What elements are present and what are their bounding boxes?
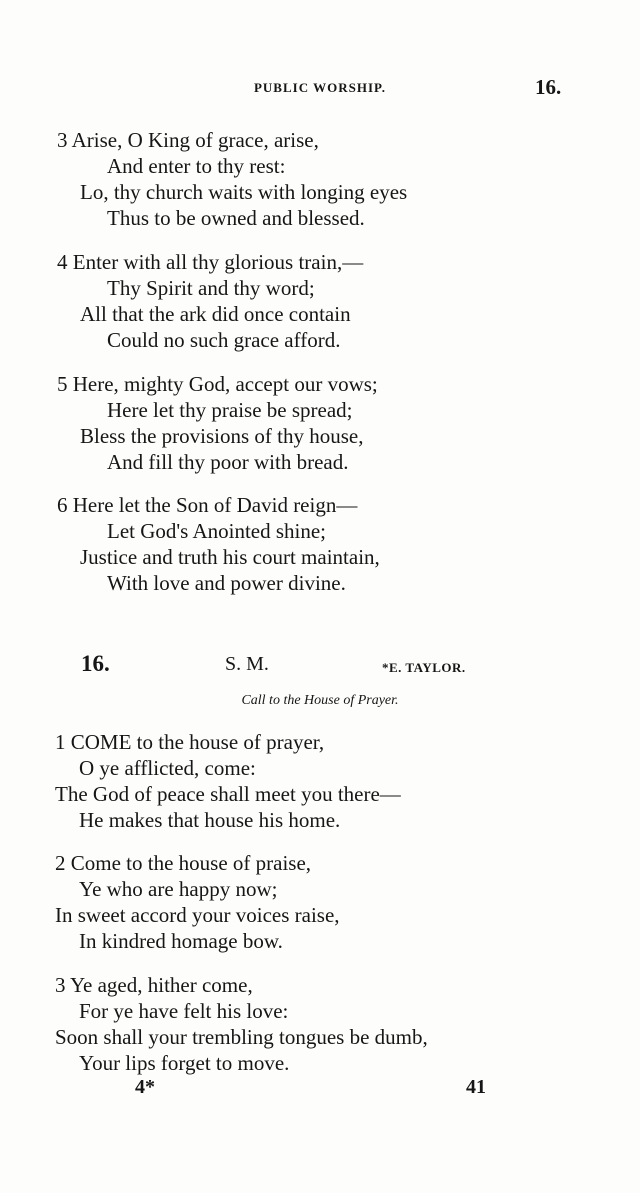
verse-line: Here let thy praise be spread; bbox=[107, 398, 353, 422]
hymn-meter: S. M. bbox=[225, 653, 269, 675]
verse-line: Your lips forget to move. bbox=[79, 1051, 290, 1075]
verse-line: Let God's Anointed shine; bbox=[107, 519, 327, 543]
verse-line: 3 Ye aged, hither come, bbox=[55, 973, 253, 997]
signature-mark: 4* bbox=[135, 1076, 155, 1098]
verse-line: 2 Come to the house of praise, bbox=[55, 851, 312, 875]
verse-line: 1 COME to the house of prayer, bbox=[55, 730, 325, 754]
verse-line: For ye have felt his love: bbox=[79, 999, 289, 1023]
verse-line: Ye who are happy now; bbox=[79, 877, 278, 901]
verse-line: 3 Arise, O King of grace, arise, bbox=[57, 128, 319, 152]
hymn-author: *E. TAYLOR. bbox=[382, 660, 466, 675]
verse-line: Could no such grace afford. bbox=[107, 328, 341, 352]
verse-line: And enter to thy rest: bbox=[107, 154, 286, 178]
page-number: 41 bbox=[466, 1076, 486, 1098]
verse-line: Lo, thy church waits with longing eyes bbox=[80, 180, 408, 204]
verse-line: The God of peace shall meet you there— bbox=[55, 782, 401, 806]
verse-line: Thus to be owned and blessed. bbox=[107, 206, 365, 230]
verse-line: Justice and truth his court maintain, bbox=[80, 545, 380, 569]
verse-line: In sweet accord your voices raise, bbox=[55, 903, 340, 927]
running-header: PUBLIC WORSHIP. bbox=[253, 80, 387, 95]
verse-line: And fill thy poor with bread. bbox=[107, 450, 349, 474]
verse-line: With love and power divine. bbox=[107, 571, 346, 595]
verse-line: In kindred homage bow. bbox=[79, 929, 283, 953]
verse-line: 6 Here let the Son of David reign— bbox=[57, 493, 358, 517]
verse-line: Thy Spirit and thy word; bbox=[107, 276, 315, 300]
hymn-subtitle: Call to the House of Prayer. bbox=[241, 693, 399, 708]
verse-line: All that the ark did once contain bbox=[80, 302, 351, 326]
header-hymn-number: 16. bbox=[535, 75, 562, 99]
verse-line: Soon shall your trembling tongues be dumb, bbox=[55, 1025, 428, 1049]
verse-line: 4 Enter with all thy glorious train,— bbox=[57, 250, 364, 274]
verse-line: 5 Here, mighty God, accept our vows; bbox=[57, 372, 378, 396]
hymn-number: 16. bbox=[81, 651, 110, 676]
verse-line: O ye afflicted, come: bbox=[79, 756, 256, 780]
verse-line: He makes that house his home. bbox=[79, 808, 341, 832]
verse-line: Bless the provisions of thy house, bbox=[80, 424, 364, 448]
